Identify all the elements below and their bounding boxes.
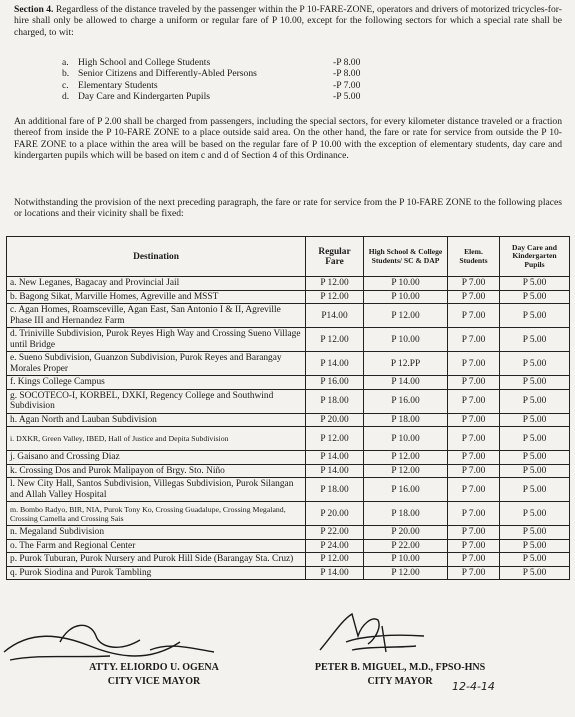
regular-fare-cell: P 24.00 (306, 539, 364, 553)
elem-fare-cell: P 7.00 (448, 376, 500, 390)
regular-fare-cell: P 14.00 (306, 464, 364, 478)
sector-price: -P 8.00 (333, 68, 361, 80)
daycare-fare-cell: P 5.00 (500, 328, 570, 352)
mayor-title: CITY MAYOR (367, 676, 433, 687)
elem-fare-cell: P 7.00 (448, 478, 500, 502)
hs-college-fare-cell: P 18.00 (364, 502, 448, 526)
elem-fare-cell: P 7.00 (448, 502, 500, 526)
daycare-fare-cell: P 5.00 (500, 464, 570, 478)
handwritten-date: 12-4-14 (452, 680, 495, 693)
sector-letter: c. (62, 79, 69, 91)
table-row (7, 526, 570, 540)
hs-college-fare-cell: P 10.00 (364, 328, 448, 352)
daycare-fare-cell: P 5.00 (500, 526, 570, 540)
regular-fare-cell: P 14.00 (306, 451, 364, 465)
header-regular-fare: Regular Fare (306, 237, 364, 277)
regular-fare-cell: P 12.00 (306, 427, 364, 451)
regular-fare-cell: P 14.00 (306, 352, 364, 376)
elem-fare-cell: P 7.00 (448, 352, 500, 376)
sector-label: Senior Citizens and Differently-Abled Persons (78, 68, 257, 80)
elem-fare-cell: P 7.00 (448, 277, 500, 291)
elem-fare-cell: P 7.00 (448, 464, 500, 478)
regular-fare-cell: P14.00 (306, 304, 364, 328)
regular-fare-cell: P 12.00 (306, 277, 364, 291)
destination-cell: a. New Leganes, Bagacay and Provincial Jail (7, 277, 306, 291)
elem-fare-cell: P 7.00 (448, 413, 500, 427)
regular-fare-cell: P 18.00 (306, 389, 364, 413)
daycare-fare-cell: P 5.00 (500, 478, 570, 502)
destination-cell: j. Gaisano and Crossing Diaz (7, 451, 306, 465)
section-4-text: Regardless of the distance traveled by the passenger within the P 10-FARE-ZONE, operators and drivers of motorized tricycles-for-hire shall only be allowed to charge a uniform or regular fare of P 10.00, except for the following sectors for which a special rate shall be charged, to wit: (14, 4, 562, 38)
destination-cell: d. Triniville Subdivision, Purok Reyes High Way and Crossing Sueno Village until Bridge (7, 328, 306, 352)
fixed-fare-paragraph: Notwithstanding the provision of the next preceding paragraph, the fare or rate for service from the P 10-FARE ZONE to the following places or locations and their vicinity shall be fixed: (14, 197, 562, 220)
sector-letter: a. (62, 57, 69, 68)
additional-fare-paragraph: An additional fare of P 2.00 shall be charged from passengers, including the special sectors, for every kilometer distance traveled or a fraction thereof from inside the P 10-FARE ZONE to a place outside said area. On the other hand, the fare or rate for service from outside the P 10-FARE ZONE to a place within the area will be based on the regular fare of P 10.00 with the exception of elementary students, day care and kindergarten pupils which will be based on item c and d of Section 4 of this Ordinance. (14, 116, 562, 161)
sector-item (62, 91, 422, 102)
table-row (7, 427, 570, 451)
vice-mayor-title: CITY VICE MAYOR (107, 676, 201, 687)
table-row (7, 451, 570, 465)
sector-letter: b. (62, 68, 70, 80)
destination-cell: l. New City Hall, Santos Subdivision, Villegas Subdivision, Purok Silangan and Allah Valley Hospital (7, 478, 306, 502)
hs-college-fare-cell: P 12.00 (364, 464, 448, 478)
table-row (7, 413, 570, 427)
destination-cell: h. Agan North and Lauban Subdivision (7, 413, 306, 427)
hs-college-fare-cell: P 14.00 (364, 376, 448, 390)
destination-cell: o. The Farm and Regional Center (7, 539, 306, 553)
hs-college-fare-cell: P 16.00 (364, 478, 448, 502)
destination-cell: i. DXKR, Green Valley, IBED, Hall of Justice and Depita Subdivision (7, 427, 306, 451)
regular-fare-cell: P 20.00 (306, 413, 364, 427)
destination-cell: n. Megaland Subdivision (7, 526, 306, 540)
table-row (7, 502, 570, 526)
regular-fare-cell: P 12.00 (306, 328, 364, 352)
table-row (7, 478, 570, 502)
daycare-fare-cell: P 5.00 (500, 539, 570, 553)
special-sectors-list (62, 57, 422, 103)
elem-fare-cell: P 7.00 (448, 328, 500, 352)
elem-fare-cell: P 7.00 (448, 539, 500, 553)
table-row (7, 352, 570, 376)
sector-label: Day Care and Kindergarten Pupils (78, 91, 210, 103)
header-hs-college: High School & College Students/ SC & DAP (364, 237, 448, 277)
sector-label: Elementary Students (78, 79, 158, 91)
elem-fare-cell: P 7.00 (448, 304, 500, 328)
hs-college-fare-cell: P 12.00 (364, 451, 448, 465)
elem-fare-cell: P 7.00 (448, 451, 500, 465)
destination-cell: f. Kings College Campus (7, 376, 306, 390)
vice-mayor-name: ATTY. ELIORDO U. OGENA (89, 662, 219, 673)
destination-cell: b. Bagong Sikat, Marville Homes, Agreville and MSST (7, 290, 306, 304)
destination-cell: p. Purok Tuburan, Purok Nursery and Purok Hill Side (Barangay Sta. Cruz) (7, 553, 306, 567)
daycare-fare-cell: P 5.00 (500, 352, 570, 376)
sector-item (62, 80, 422, 91)
daycare-fare-cell: P 5.00 (500, 304, 570, 328)
elem-fare-cell: P 7.00 (448, 553, 500, 567)
sector-price: -P 8.00 (333, 57, 361, 68)
table-row (7, 290, 570, 304)
hs-college-fare-cell: P 18.00 (364, 413, 448, 427)
regular-fare-cell: P 16.00 (306, 376, 364, 390)
destination-cell: m. Bombo Radyo, BIR, NIA, Purok Tony Ko, Crossing Guadalupe, Crossing Megaland, Crossing Camella and Crossing Sais (7, 502, 306, 526)
table-row (7, 376, 570, 390)
daycare-fare-cell: P 5.00 (500, 277, 570, 291)
table-row (7, 553, 570, 567)
daycare-fare-cell: P 5.00 (500, 502, 570, 526)
fare-table (6, 236, 570, 580)
sector-label: High School and College Students (78, 57, 211, 68)
destination-cell: c. Agan Homes, Roamsceville, Agan East, San Antonio I & II, Agreville Phase III and Hernandez Farm (7, 304, 306, 328)
daycare-fare-cell: P 5.00 (500, 389, 570, 413)
elem-fare-cell: P 7.00 (448, 290, 500, 304)
table-row (7, 304, 570, 328)
table-row (7, 389, 570, 413)
table-row (7, 566, 570, 580)
elem-fare-cell: P 7.00 (448, 389, 500, 413)
daycare-fare-cell: P 5.00 (500, 427, 570, 451)
table-row (7, 464, 570, 478)
header-daycare: Day Care and Kindergarten Pupils (500, 237, 570, 277)
daycare-fare-cell: P 5.00 (500, 376, 570, 390)
regular-fare-cell: P 12.00 (306, 553, 364, 567)
regular-fare-cell: P 12.00 (306, 290, 364, 304)
mayor-signature-icon (312, 606, 432, 662)
hs-college-fare-cell: P 10.00 (364, 427, 448, 451)
sector-item (62, 68, 422, 79)
section-4-paragraph (14, 4, 562, 38)
sector-item (62, 57, 422, 68)
hs-college-fare-cell: P 10.00 (364, 277, 448, 291)
hs-college-fare-cell: P 12.00 (364, 566, 448, 580)
regular-fare-cell: P 18.00 (306, 478, 364, 502)
daycare-fare-cell: P 5.00 (500, 451, 570, 465)
table-row (7, 277, 570, 291)
daycare-fare-cell: P 5.00 (500, 566, 570, 580)
regular-fare-cell: P 20.00 (306, 502, 364, 526)
header-elem: Elem. Students (448, 237, 500, 277)
hs-college-fare-cell: P 16.00 (364, 389, 448, 413)
hs-college-fare-cell: P 12.PP (364, 352, 448, 376)
header-destination: Destination (7, 237, 306, 277)
hs-college-fare-cell: P 22.00 (364, 539, 448, 553)
hs-college-fare-cell: P 12.00 (364, 304, 448, 328)
sector-letter: d. (62, 91, 70, 103)
table-row (7, 539, 570, 553)
regular-fare-cell: P 22.00 (306, 526, 364, 540)
hs-college-fare-cell: P 10.00 (364, 553, 448, 567)
mayor-name: PETER B. MIGUEL, M.D., FPSO-HNS (314, 662, 486, 673)
section-heading: Section 4. (14, 4, 54, 15)
destination-cell: g. SOCOTECO-I, KORBEL, DXKI, Regency College and Southwind Subdivision (7, 389, 306, 413)
table-row (7, 328, 570, 352)
destination-cell: q. Purok Siodina and Purok Tambling (7, 566, 306, 580)
daycare-fare-cell: P 5.00 (500, 290, 570, 304)
regular-fare-cell: P 14.00 (306, 566, 364, 580)
elem-fare-cell: P 7.00 (448, 526, 500, 540)
daycare-fare-cell: P 5.00 (500, 413, 570, 427)
destination-cell: e. Sueno Subdivision, Guanzon Subdivision, Purok Reyes and Barangay Morales Proper (7, 352, 306, 376)
destination-cell: k. Crossing Dos and Purok Malipayon of Brgy. Sto. Niño (7, 464, 306, 478)
sector-price: -P 7.00 (333, 79, 361, 91)
sector-price: -P 5.00 (333, 91, 361, 103)
elem-fare-cell: P 7.00 (448, 566, 500, 580)
daycare-fare-cell: P 5.00 (500, 553, 570, 567)
hs-college-fare-cell: P 20.00 (364, 526, 448, 540)
hs-college-fare-cell: P 10.00 (364, 290, 448, 304)
elem-fare-cell: P 7.00 (448, 427, 500, 451)
